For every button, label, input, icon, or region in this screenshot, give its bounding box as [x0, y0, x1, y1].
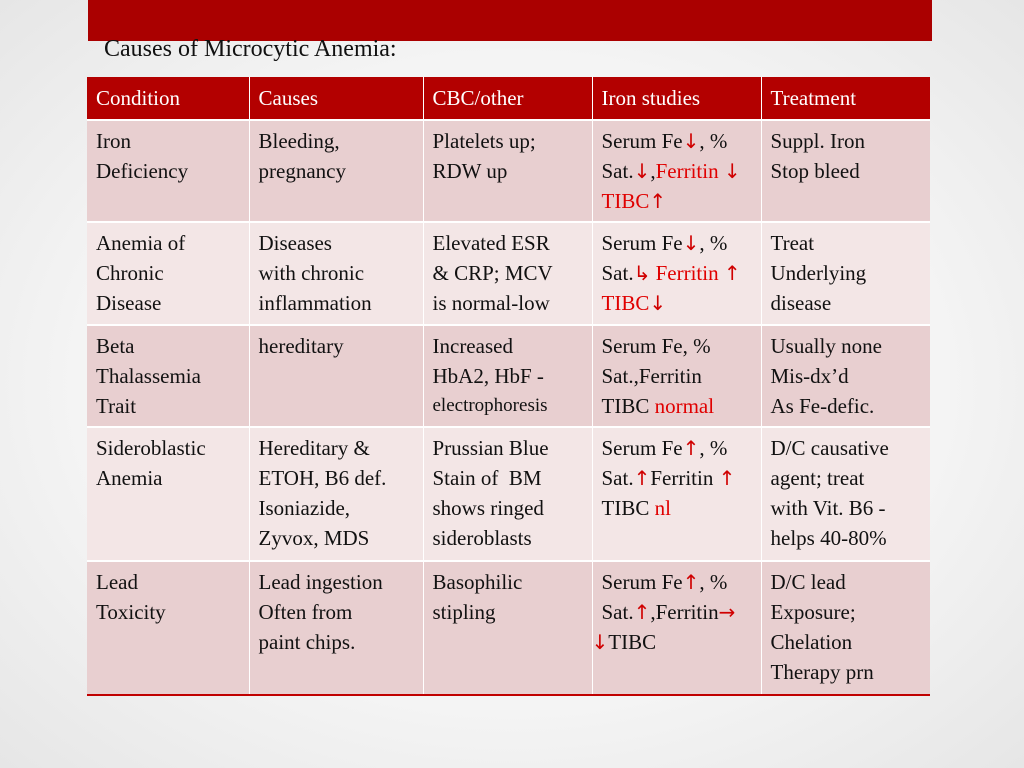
cell-line: Stop bleed [770, 159, 860, 183]
iron-text: TIBC [608, 630, 657, 654]
cell-line: inflammation [258, 291, 372, 315]
cell-line: Anemia of [96, 231, 186, 255]
cbc-cell [423, 561, 592, 695]
iron-studies-cell [592, 222, 761, 325]
iron-text: Serum Fe [601, 570, 683, 594]
arrow-up-icon: ↑ [682, 570, 700, 594]
iron-studies-cell [592, 325, 761, 427]
treatment-cell [761, 120, 930, 222]
cell-line: Lead [96, 570, 138, 594]
table-row [87, 120, 930, 222]
arrow-up-icon: ↑ [633, 466, 651, 490]
table-row [87, 561, 930, 695]
iron-text: Sat. [601, 466, 634, 490]
header-cbc-other: CBC/other [423, 77, 592, 120]
header-causes: Causes [249, 77, 423, 120]
iron-text: Serum Fe [601, 436, 683, 460]
arrow-up-icon: ↑ [723, 261, 741, 285]
condition-cell [87, 561, 249, 695]
tibc-label: TIBC [601, 291, 650, 315]
iron-studies-cell [592, 427, 761, 561]
cbc-cell [423, 222, 592, 325]
condition-cell [87, 325, 249, 427]
cell-line: ETOH, B6 def. [258, 466, 387, 490]
iron-text: Ferritin [650, 466, 714, 490]
cbc-cell [423, 325, 592, 427]
cell-line: Zyvox, MDS [258, 526, 370, 550]
iron-text: Sat.,Ferritin [601, 364, 702, 388]
cell-line: pregnancy [258, 159, 346, 183]
cell-line: stipling [432, 600, 496, 624]
cell-line: Usually none [770, 334, 882, 358]
cell-line: Basophilic [432, 570, 523, 594]
cell-line: Often from [258, 600, 353, 624]
cell-line: Anemia [96, 466, 163, 490]
nl-label: nl [654, 496, 671, 520]
condition-cell [87, 427, 249, 561]
iron-text: ,Ferritin [650, 600, 719, 624]
cell-line: Suppl. Iron [770, 129, 865, 153]
iron-text: Sat. [601, 261, 634, 285]
microcytic-anemia-table [87, 77, 930, 696]
arrow-down-icon: ↓ [649, 291, 667, 315]
title-banner [88, 0, 932, 41]
arrow-down-icon: ↓ [633, 159, 651, 183]
cell-line: D/C causative [770, 436, 889, 460]
causes-cell [249, 561, 423, 695]
cell-line: Diseases [258, 231, 332, 255]
table-header-row [87, 77, 930, 120]
cell-line: Disease [96, 291, 162, 315]
cell-line: RDW up [432, 159, 508, 183]
cell-line: HbA2, HbF - [432, 364, 544, 388]
header-treatment: Treatment [761, 77, 930, 120]
cell-line: Bleeding, [258, 129, 340, 153]
cell-line: Treat [770, 231, 815, 255]
iron-studies-cell [592, 120, 761, 222]
cell-line: sideroblasts [432, 526, 532, 550]
cell-line: Platelets up; [432, 129, 536, 153]
treatment-cell [761, 427, 930, 561]
cbc-cell [423, 120, 592, 222]
table-row [87, 325, 930, 427]
arrow-down-icon: ↓ [723, 159, 741, 183]
condition-cell [87, 222, 249, 325]
causes-cell [249, 222, 423, 325]
cell-line: & CRP; MCV [432, 261, 553, 285]
iron-text: , [650, 159, 656, 183]
iron-text: , % [699, 436, 728, 460]
cell-line: Toxicity [96, 600, 166, 624]
header-condition: Condition [87, 77, 249, 120]
cell-line: Chelation [770, 630, 853, 654]
arrow-right-icon: → [718, 600, 736, 624]
cell-line: disease [770, 291, 832, 315]
cell-line: electrophoresis [432, 395, 548, 416]
cell-line: As Fe-defic. [770, 394, 875, 418]
cell-line: Elevated ESR [432, 231, 550, 255]
arrow-up-icon: ↑ [633, 600, 651, 624]
normal-label: normal [654, 394, 715, 418]
iron-text: Serum Fe [601, 231, 683, 255]
cell-line: Isoniazide, [258, 496, 351, 520]
cell-line: Beta [96, 334, 135, 358]
cell-line: D/C lead [770, 570, 846, 594]
cell-line: Iron [96, 129, 131, 153]
cell-line: Trait [96, 394, 137, 418]
cell-line: Stain of BM [432, 466, 542, 490]
iron-text: Serum Fe [601, 129, 683, 153]
causes-cell [249, 427, 423, 561]
iron-text: , % [699, 570, 728, 594]
causes-cell [249, 325, 423, 427]
cell-line: agent; treat [770, 466, 865, 490]
iron-text: Serum Fe, % [601, 334, 711, 358]
iron-text: TIBC [601, 496, 650, 520]
cell-line: Chronic [96, 261, 164, 285]
cell-line: helps 40-80% [770, 526, 887, 550]
arrow-right-icon: ↳ [633, 261, 651, 285]
cell-line: Sideroblastic [96, 436, 206, 460]
slide-title: Causes of Microcytic Anemia: [104, 36, 397, 62]
condition-cell [87, 120, 249, 222]
cell-line: Hereditary & [258, 436, 370, 460]
tibc-label: TIBC [601, 189, 650, 213]
causes-cell [249, 120, 423, 222]
treatment-cell [761, 222, 930, 325]
cell-line: paint chips. [258, 630, 356, 654]
arrow-up-icon: ↑ [682, 436, 700, 460]
cell-line: Underlying [770, 261, 867, 285]
cell-line: with Vit. B6 - [770, 496, 886, 520]
header-iron-studies: Iron studies [592, 77, 761, 120]
arrow-down-icon: ↓ [682, 129, 700, 153]
cell-line: with chronic [258, 261, 365, 285]
iron-text: , % [699, 129, 728, 153]
arrow-up-icon: ↑ [718, 466, 736, 490]
ferritin-label: Ferritin [655, 159, 719, 183]
treatment-cell [761, 325, 930, 427]
cell-line: Prussian Blue [432, 436, 549, 460]
cell-line: Thalassemia [96, 364, 201, 388]
cell-line: hereditary [258, 334, 344, 358]
treatment-cell [761, 561, 930, 695]
ferritin-label: Ferritin [655, 261, 719, 285]
cell-line: Lead ingestion [258, 570, 383, 594]
cell-line: shows ringed [432, 496, 544, 520]
table-row [87, 222, 930, 325]
cell-line: Exposure; [770, 600, 856, 624]
arrow-down-icon: ↓ [682, 231, 700, 255]
iron-text: TIBC [601, 394, 650, 418]
cell-line: Increased [432, 334, 513, 358]
table-row [87, 427, 930, 561]
cbc-cell [423, 427, 592, 561]
arrow-down-icon: ↓ [591, 630, 609, 654]
arrow-up-icon: ↑ [649, 189, 667, 213]
iron-text: Sat. [601, 600, 634, 624]
iron-text: , % [699, 231, 728, 255]
iron-text: Sat. [601, 159, 634, 183]
iron-studies-cell [592, 561, 761, 695]
cell-line: Deficiency [96, 159, 189, 183]
cell-line: Therapy prn [770, 660, 874, 684]
cell-line: Mis-dx’d [770, 364, 849, 388]
cell-line: is normal-low [432, 291, 550, 315]
